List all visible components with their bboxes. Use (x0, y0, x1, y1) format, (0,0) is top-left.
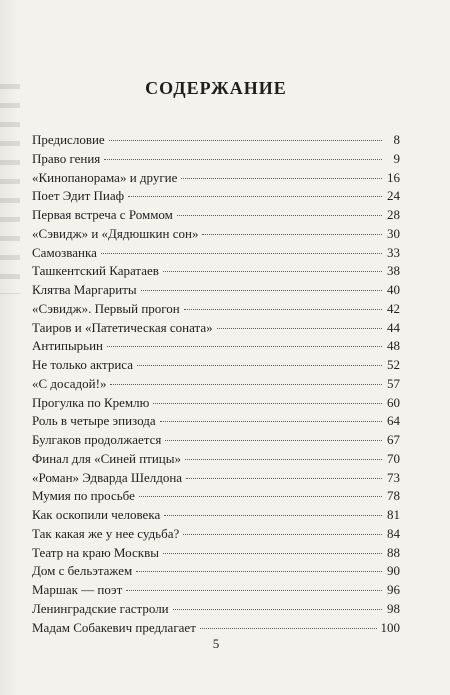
dot-leader (181, 178, 382, 179)
toc-entry (32, 450, 400, 469)
toc-entry (32, 281, 400, 300)
dot-leader (128, 196, 382, 197)
toc-entry-title: Ташкентский Каратаев (32, 263, 159, 279)
toc-entry-page: 100 (380, 619, 400, 635)
dot-leader (183, 534, 382, 535)
toc-entry-title: «Сэвидж». Первый прогон (32, 300, 180, 316)
toc-entry-title: Антипырьин (32, 338, 104, 354)
toc-entry-title: Так какая же у нее судьба? (32, 525, 180, 541)
dot-leader (139, 496, 382, 497)
dot-leader (165, 440, 382, 441)
toc-entry-title: Право гения (32, 150, 101, 166)
toc-entry (32, 244, 400, 263)
toc-entry (32, 562, 400, 581)
toc-entry-title: Театр на краю Москвы (32, 544, 159, 560)
toc-entry-page: 84 (387, 525, 400, 541)
dot-leader (109, 140, 382, 141)
dot-leader (185, 459, 382, 460)
dot-leader (110, 384, 382, 385)
toc-entry-page: 38 (387, 263, 400, 279)
toc-entry-page: 8 (393, 132, 400, 147)
toc-entry-title: Предисловие (32, 132, 105, 147)
toc-entry-title: Роль в четыре эпизода (32, 413, 156, 429)
table-of-contents (32, 131, 400, 637)
dot-leader (163, 271, 382, 272)
toc-entry-title: Мумия по просьбе (32, 488, 135, 504)
toc-entry (32, 544, 400, 563)
toc-entry-page: 44 (387, 319, 400, 335)
toc-entry-page: 16 (387, 169, 400, 185)
dot-leader (173, 609, 382, 610)
toc-entry (32, 225, 400, 244)
toc-entry-page: 42 (387, 300, 400, 316)
toc-entry-title: Самозванка (32, 244, 97, 260)
toc-entry-page: 28 (387, 207, 400, 222)
toc-entry (32, 300, 400, 319)
toc-entry (32, 262, 400, 281)
toc-entry (32, 525, 400, 544)
toc-entry (32, 356, 400, 375)
toc-entry-page: 9 (393, 150, 400, 166)
toc-entry-title: «Роман» Эдварда Шелдона (32, 469, 183, 485)
toc-entry-title: «Сэвидж» и «Дядюшкин сон» (32, 225, 199, 241)
dot-leader (141, 290, 382, 291)
dot-leader (163, 553, 382, 554)
dot-leader (136, 571, 382, 572)
dot-leader (217, 328, 382, 329)
toc-entry (32, 600, 400, 619)
toc-entry-page: 96 (387, 582, 400, 597)
toc-entry (32, 319, 400, 338)
dot-leader (202, 234, 382, 235)
toc-entry-page: 33 (387, 244, 400, 260)
toc-entry-page: 90 (387, 563, 400, 579)
toc-entry-page: 57 (387, 375, 400, 391)
toc-entry (32, 412, 400, 431)
toc-entry (32, 506, 400, 525)
toc-entry-title: Ленинградские гастроли (32, 600, 169, 616)
toc-entry-page: 48 (387, 338, 400, 354)
toc-entry-page: 64 (387, 413, 400, 429)
toc-entry (32, 375, 400, 394)
toc-entry (32, 581, 400, 600)
toc-entry-page: 30 (387, 225, 400, 241)
toc-entry-title: Таиров и «Патетическая соната» (32, 319, 213, 335)
toc-entry-title: «Кинопанорама» и другие (32, 169, 178, 185)
toc-entry (32, 394, 400, 413)
toc-entry-title: Маршак — поэт (32, 582, 123, 597)
toc-entry-title: Не только актриса (32, 357, 133, 372)
toc-entry (32, 169, 400, 188)
toc-entry (32, 150, 400, 169)
dot-leader (153, 403, 382, 404)
toc-entry-title: Мадам Собакевич предлагает (32, 619, 196, 635)
toc-entry-title: Как оскопили человека (32, 507, 161, 522)
toc-entry-title: «С досадой!» (32, 375, 107, 391)
dot-leader (164, 515, 382, 516)
toc-entry-page: 98 (387, 600, 400, 616)
toc-entry-title: Первая встреча с Роммом (32, 207, 173, 222)
dot-leader (126, 590, 382, 591)
dot-leader (137, 365, 382, 366)
toc-entry (32, 431, 400, 450)
dot-leader (186, 478, 382, 479)
toc-entry (32, 487, 400, 506)
toc-entry-title: Клятва Маргариты (32, 282, 137, 297)
toc-entry-page: 73 (387, 469, 400, 485)
toc-entry-page: 52 (387, 357, 400, 372)
show-through-text (0, 84, 20, 294)
toc-entry-page: 81 (387, 507, 400, 522)
toc-entry-page: 88 (387, 544, 400, 560)
dot-leader (184, 309, 382, 310)
toc-entry-page: 24 (387, 188, 400, 204)
toc-entry-title: Прогулка по Кремлю (32, 394, 150, 410)
dot-leader (177, 215, 382, 216)
toc-entry-page: 67 (387, 432, 400, 447)
dot-leader (200, 628, 377, 629)
toc-entry-title: Дом с бельэтажем (32, 563, 133, 579)
dot-leader (104, 159, 382, 160)
toc-entry (32, 187, 400, 206)
toc-entry-title: Финал для «Синей птицы» (32, 450, 181, 466)
dot-leader (101, 253, 382, 254)
toc-entry-page: 78 (387, 488, 400, 504)
toc-entry-title: Булгаков продолжается (32, 432, 162, 447)
toc-entry-page: 70 (387, 450, 400, 466)
toc-entry (32, 337, 400, 356)
toc-entry (32, 131, 400, 150)
dot-leader (107, 346, 382, 347)
toc-entry-page: 60 (387, 394, 400, 410)
toc-entry (32, 619, 400, 638)
toc-entry-title: Поет Эдит Пиаф (32, 188, 125, 204)
page-number: 5 (212, 636, 220, 651)
dot-leader (160, 421, 382, 422)
page-title: СОДЕРЖАНИЕ (145, 78, 287, 99)
toc-entry (32, 206, 400, 225)
toc-entry (32, 469, 400, 488)
toc-entry-page: 40 (387, 282, 400, 297)
